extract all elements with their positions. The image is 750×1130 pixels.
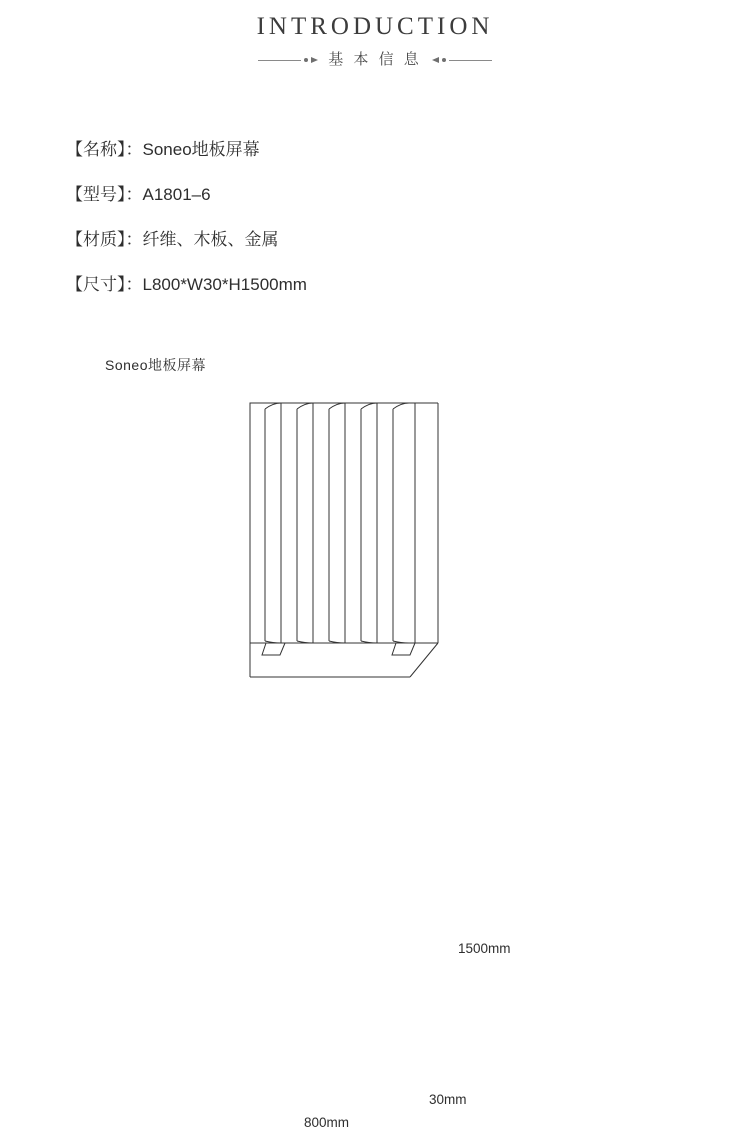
spec-label-name: 【名称】： [66, 140, 143, 159]
spec-label-size: 【尺寸】： [66, 275, 143, 294]
spec-value-material: 纤维、木板、金属 [142, 230, 279, 249]
spec-value-name: Soneo地板屏幕 [142, 140, 260, 159]
ornament-dot-right [442, 58, 446, 62]
foot-left [262, 643, 285, 655]
arrow-left-icon [432, 57, 439, 63]
panel-curve-top-4 [361, 403, 377, 409]
subtitle-row [0, 49, 750, 71]
drawing-caption: Soneo地板屏幕 [105, 357, 206, 373]
screen-front-outline [250, 403, 415, 643]
spec-label-model: 【型号】： [66, 185, 143, 204]
page-subtitle: 基 本 信 息 [328, 51, 422, 68]
ornament-line-left [258, 60, 301, 61]
spec-row-size [66, 262, 750, 307]
page-title: INTRODUCTION [256, 13, 494, 40]
arrow-right-icon [311, 57, 318, 63]
ornament-right [432, 57, 492, 63]
ornament-dot-left [304, 58, 308, 62]
spec-value-model: A1801–6 [142, 185, 211, 204]
panel-curve-top-1 [265, 403, 281, 409]
spec-row-name [66, 127, 750, 172]
panel-curve-top-2 [297, 403, 313, 409]
foot-right [392, 643, 415, 655]
dim-line-depth [410, 643, 438, 677]
panel-curve-top-3 [329, 403, 345, 409]
product-technical-drawing [0, 389, 750, 1130]
spec-row-material [66, 217, 750, 262]
spec-row-model [66, 172, 750, 217]
spec-value-size: L800*W30*H1500mm [142, 275, 307, 294]
drawing-svg [0, 389, 750, 719]
ornament-left [258, 57, 318, 63]
dimension-width-label: 800mm [304, 1115, 350, 1130]
spec-label-material: 【材质】： [66, 230, 143, 249]
dimension-depth-label: 30mm [429, 1092, 467, 1107]
ornament-line-right [449, 60, 492, 61]
spec-list [66, 127, 750, 307]
page-header [0, 0, 750, 71]
dimension-height-label: 1500mm [458, 941, 511, 956]
panel-curve-top-5 [393, 403, 409, 409]
